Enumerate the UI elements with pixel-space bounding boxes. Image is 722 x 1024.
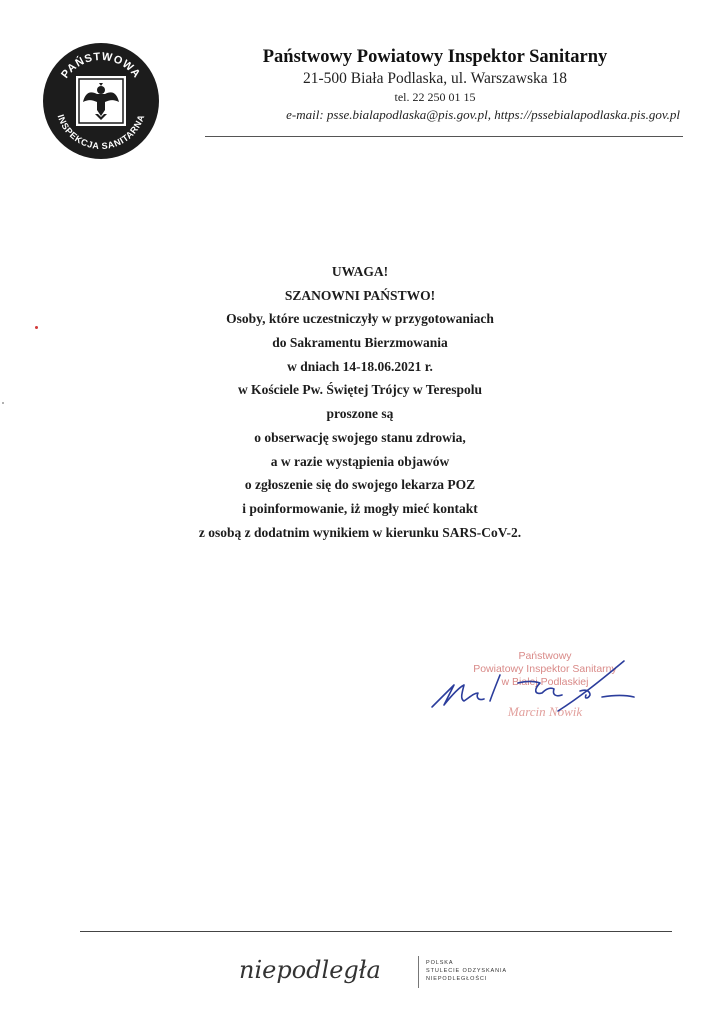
logo-ring-bottom-text: INSPEKCJA SANITARNA	[55, 113, 147, 152]
stamp-line: Państwowy	[518, 650, 572, 662]
stamp-name: Marcin Nowik	[507, 704, 583, 719]
inspekcja-sanitarna-logo	[42, 42, 160, 160]
scan-speck	[35, 326, 38, 329]
footer-caption-line: NIEPODLEGŁOŚCI	[426, 976, 488, 982]
footer-caption-line: POLSKA	[426, 960, 454, 966]
handwritten-signature	[430, 655, 660, 715]
notice-line: w Kościele Pw. Świętej Trójcy w Terespolu	[237, 382, 483, 398]
footer-logo-divider	[418, 956, 419, 988]
notice-line: UWAGA!	[331, 264, 389, 279]
stamp-line: Powiatowy Inspektor Sanitarny	[473, 663, 617, 675]
footer-caption	[426, 959, 536, 983]
notice-line: do Sakramentu Bierzmowania	[272, 335, 448, 351]
notice-line: z osobą z dodatnim wynikiem w kierunku SARS-CoV-2.	[198, 524, 522, 540]
stamp-line: w Białej Podlaskiej	[501, 676, 589, 688]
logo-ring-top-text: PAŃSTWOWA	[59, 50, 143, 81]
notice-line: a w razie wystąpienia objawów	[270, 453, 450, 469]
notice-line: SZANOWNI PAŃSTWO!	[284, 287, 436, 303]
notice-body	[130, 260, 590, 544]
niepodlegla-logo	[235, 950, 410, 990]
notice-line: o zgłoszenie się do swojego lekarza POZ	[244, 477, 476, 493]
footer-divider	[80, 931, 672, 932]
institution-email[interactable]: e-mail: psse.bialapodlaska@pis.gov.pl, https://pssebialapodlaska.pis.gov.pl	[286, 107, 680, 122]
footer-caption-line: STULECIE ODZYSKANIA	[426, 968, 507, 974]
institution-address: 21-500 Biała Podlaska, ul. Warszawska 18	[302, 70, 568, 87]
notice-line: o obserwację swojego stanu zdrowia,	[254, 429, 466, 445]
institution-phone: tel. 22 250 01 15	[394, 90, 476, 104]
notice-line: proszone są	[326, 406, 394, 422]
notice-line: i poinformowanie, iż mogły mieć kontakt	[242, 500, 478, 516]
niepodlegla-logo-text: niepodległa	[239, 956, 381, 984]
header-divider	[205, 136, 683, 137]
notice-line: w dniach 14-18.06.2021 r.	[287, 358, 433, 374]
scan-speck	[2, 402, 4, 404]
notice-line: Osoby, które uczestniczyły w przygotowaniach	[226, 311, 494, 327]
institution-title: Państwowy Powiatowy Inspektor Sanitarny	[262, 47, 608, 67]
header-block	[190, 45, 680, 124]
